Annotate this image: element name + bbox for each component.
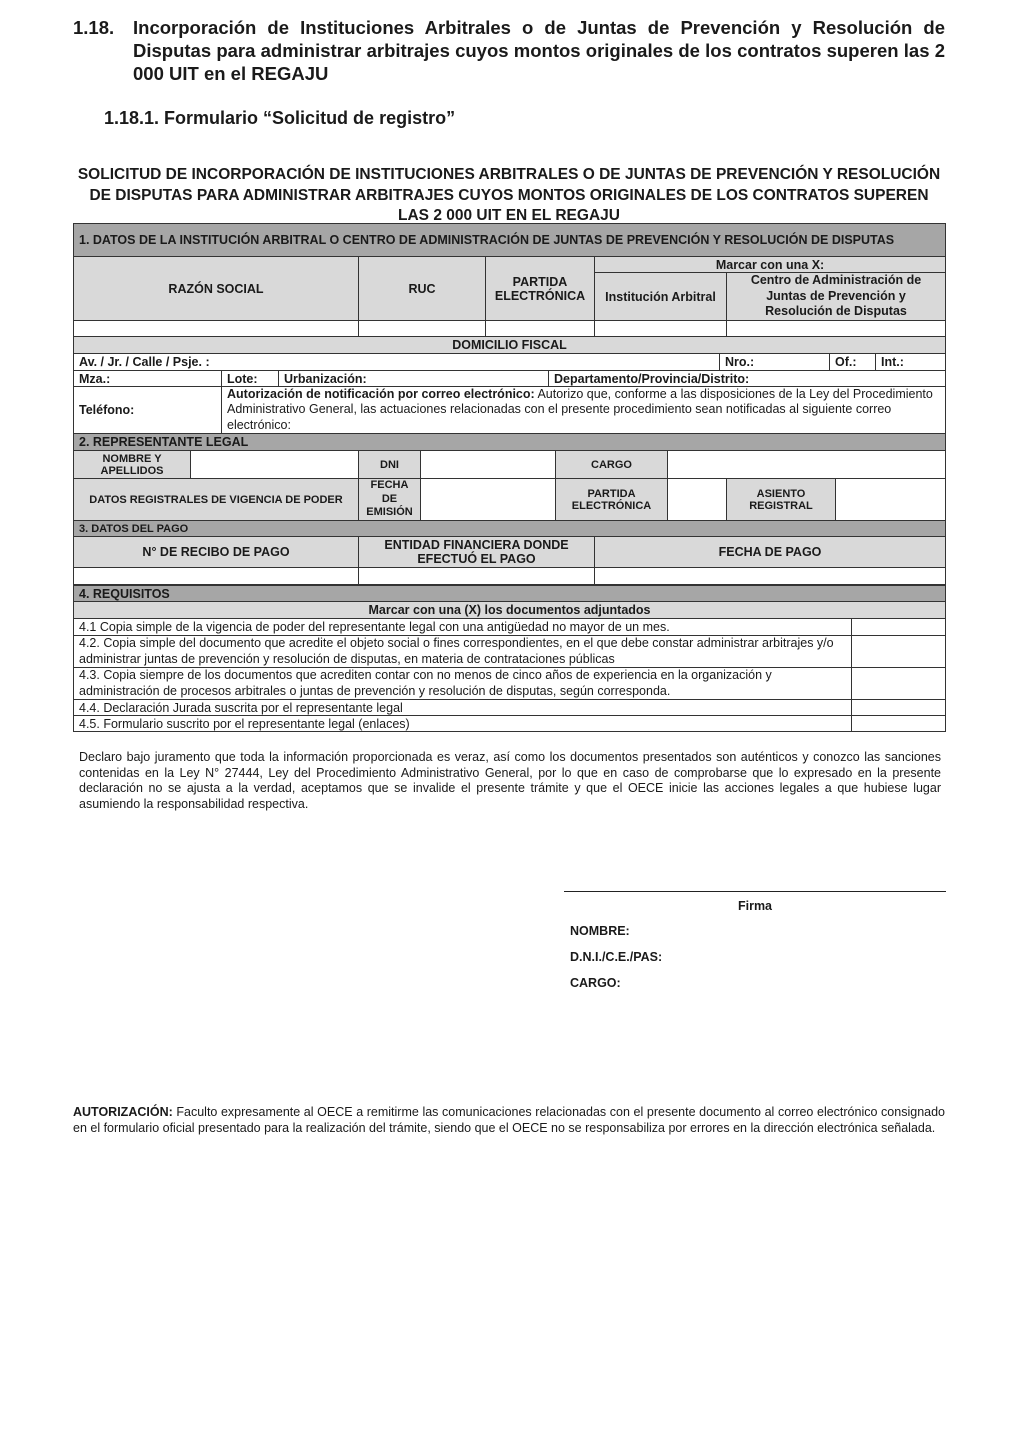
- razon-social-input[interactable]: [74, 321, 359, 337]
- requirement-item: 4.5. Formulario suscrito por el representante legal (enlaces): [74, 716, 852, 732]
- requirement-item: 4.4. Declaración Jurada suscrita por el representante legal: [74, 700, 852, 716]
- entidad-financiera-input[interactable]: [359, 568, 595, 585]
- marcar-documentos-header: Marcar con una (X) los documentos adjuntados: [74, 602, 946, 619]
- requirement-checkbox[interactable]: [852, 636, 946, 668]
- fecha-pago-input[interactable]: [595, 568, 946, 585]
- sworn-declaration: Declaro bajo juramento que toda la información proporcionada es veraz, así como los documentos presentados son auténticos y conozco las sanciones contenidas en la Ley N° 27444, Ley del Procedimiento Administrativo General, por lo que en caso de comprobarse que lo expresado en la presente declaración no se ajusta a la verdad, aceptamos que se invalide el presente trámite y que el OECE inicie las acciones legales a que hubiese lugar asumiendo la responsabilidad respectiva.: [79, 750, 941, 812]
- signature-line[interactable]: [564, 891, 946, 892]
- requirement-checkbox[interactable]: [852, 619, 946, 636]
- partida-electronica-label: PARTIDA ELECTRÓNICA: [556, 479, 668, 521]
- requirement-checkbox[interactable]: [852, 668, 946, 700]
- signer-dni-label: D.N.I./C.E./PAS:: [570, 950, 663, 964]
- departamento-field[interactable]: Departamento/Provincia/Distrito:: [549, 371, 946, 387]
- nombre-apellidos-label: NOMBRE Y APELLIDOS: [74, 451, 191, 479]
- partida-input[interactable]: [486, 321, 595, 337]
- nombre-apellidos-input[interactable]: [191, 451, 359, 479]
- centro-administracion-checkbox[interactable]: [727, 321, 946, 337]
- section-title: Incorporación de Instituciones Arbitrales o de Juntas de Prevención y Resolución de Disputas para administrar arbitrajes cuyos montos originales de los contratos superen las 2 000 UIT en el REGAJU: [133, 17, 945, 84]
- requirement-item: 4.1 Copia simple de la vigencia de poder del representante legal con una antigüedad no mayor de un mes.: [74, 619, 852, 636]
- form-title: SOLICITUD DE INCORPORACIÓN DE INSTITUCIONES ARBITRALES O DE JUNTAS DE PREVENCIÓN Y RESOLUCIÓN DE DISPUTAS PARA ADMINISTRAR ARBITRAJES CUYOS MONTOS ORIGINALES DE LOS CONTRATOS SUPEREN LAS 2 000 UIT EN EL REGAJU: [77, 166, 941, 224]
- lote-field[interactable]: Lote:: [222, 371, 279, 387]
- marcar-x-header: Marcar con una X:: [595, 257, 946, 273]
- fecha-emision-input[interactable]: [421, 479, 556, 521]
- subsection-title: 1.18.1. Formulario “Solicitud de registro”: [104, 108, 456, 128]
- institution-data-table: [73, 223, 946, 337]
- requisitos-table: [73, 585, 946, 732]
- requirement-checkbox[interactable]: [852, 700, 946, 716]
- cargo-input[interactable]: [668, 451, 946, 479]
- authorization-text: Faculto expresamente al OECE a remitirme las comunicaciones relacionadas con el presente documento al correo electrónico consignado en el formulario oficial presentado para la realización del trámite, siendo que el OECE no se responsabiliza por errores en la dirección electrónica señalada.: [73, 1105, 945, 1135]
- direccion-field[interactable]: Av. / Jr. / Calle / Psje. :: [74, 354, 720, 371]
- institucion-arbitral-checkbox[interactable]: [595, 321, 727, 337]
- authorization-paragraph: [73, 1105, 945, 1137]
- cargo-label: CARGO: [556, 451, 668, 479]
- email-authorization-text: Autorizo que, conforme a las disposiciones de la Ley del Procedimiento Administrativo General, las actuaciones relacionadas con el presente procedimiento sean notificadas al siguiente correo electrónico:: [227, 387, 933, 432]
- fecha-emision-label: FECHA DE EMISIÓN: [359, 479, 421, 521]
- telefono-field[interactable]: Teléfono:: [74, 387, 222, 434]
- section-2-header: 2. REPRESENTANTE LEGAL: [74, 434, 946, 451]
- dni-label: DNI: [359, 451, 421, 479]
- section-number: 1.18.: [73, 17, 115, 38]
- razon-social-header: RAZÓN SOCIAL: [74, 257, 359, 321]
- datos-registrales-label: DATOS REGISTRALES DE VIGENCIA DE PODER: [74, 479, 359, 521]
- domicilio-fiscal-table: [73, 336, 946, 434]
- partida-electronica-input[interactable]: [668, 479, 727, 521]
- recibo-pago-header: N° DE RECIBO DE PAGO: [74, 537, 359, 568]
- dni-input[interactable]: [421, 451, 556, 479]
- requirement-item: 4.3. Copia siempre de los documentos que acrediten contar con no menos de cinco años de experiencia en la organización y administración de procesos arbitrales o juntas de prevención y resolución de disputas, según corresponda.: [74, 668, 852, 700]
- email-authorization-label: Autorización de notificación por correo electrónico:: [227, 387, 535, 402]
- centro-administracion-header: Centro de Administración de Juntas de Prevención y Resolución de Disputas: [727, 273, 946, 321]
- representante-legal-table: [73, 433, 946, 521]
- authorization-label: AUTORIZACIÓN:: [73, 1105, 173, 1119]
- nro-field[interactable]: Nro.:: [720, 354, 830, 371]
- firma-label: Firma: [737, 899, 773, 913]
- ruc-header: RUC: [359, 257, 486, 321]
- signer-cargo-label: CARGO:: [570, 976, 621, 990]
- section-1-header: 1. DATOS DE LA INSTITUCIÓN ARBITRAL O CENTRO DE ADMINISTRACIÓN DE JUNTAS DE PREVENCIÓN Y RESOLUCIÓN DE DISPUTAS: [74, 224, 946, 257]
- oficina-field[interactable]: Of.:: [830, 354, 876, 371]
- interior-field[interactable]: Int.:: [876, 354, 946, 371]
- fecha-pago-header: FECHA DE PAGO: [595, 537, 946, 568]
- recibo-pago-input[interactable]: [74, 568, 359, 585]
- entidad-financiera-header: ENTIDAD FINANCIERA DONDE EFECTUÓ EL PAGO: [359, 537, 595, 568]
- requirement-item: 4.2. Copia simple del documento que acredite el objeto social o fines correspondientes, en el que debe constar administrar arbitrajes y/o administrar juntas de prevención y resolución de disputas, en materia de contrataciones públicas: [74, 636, 852, 668]
- signer-nombre-label: NOMBRE:: [570, 924, 630, 938]
- asiento-registral-input[interactable]: [836, 479, 946, 521]
- asiento-registral-label: ASIENTO REGISTRAL: [727, 479, 836, 521]
- partida-electronica-header: PARTIDA ELECTRÓNICA: [486, 257, 595, 321]
- domicilio-fiscal-header: DOMICILIO FISCAL: [74, 337, 946, 354]
- section-3-header: 3. DATOS DEL PAGO: [74, 521, 946, 537]
- manzana-field[interactable]: Mza.:: [74, 371, 222, 387]
- email-authorization-field[interactable]: [222, 387, 946, 434]
- urbanizacion-field[interactable]: Urbanización:: [279, 371, 549, 387]
- requirement-checkbox[interactable]: [852, 716, 946, 732]
- datos-pago-table: [73, 520, 946, 585]
- section-4-header: 4. REQUISITOS: [74, 586, 946, 602]
- institucion-arbitral-header: Institución Arbitral: [595, 273, 727, 321]
- section-heading: [73, 16, 945, 85]
- ruc-input[interactable]: [359, 321, 486, 337]
